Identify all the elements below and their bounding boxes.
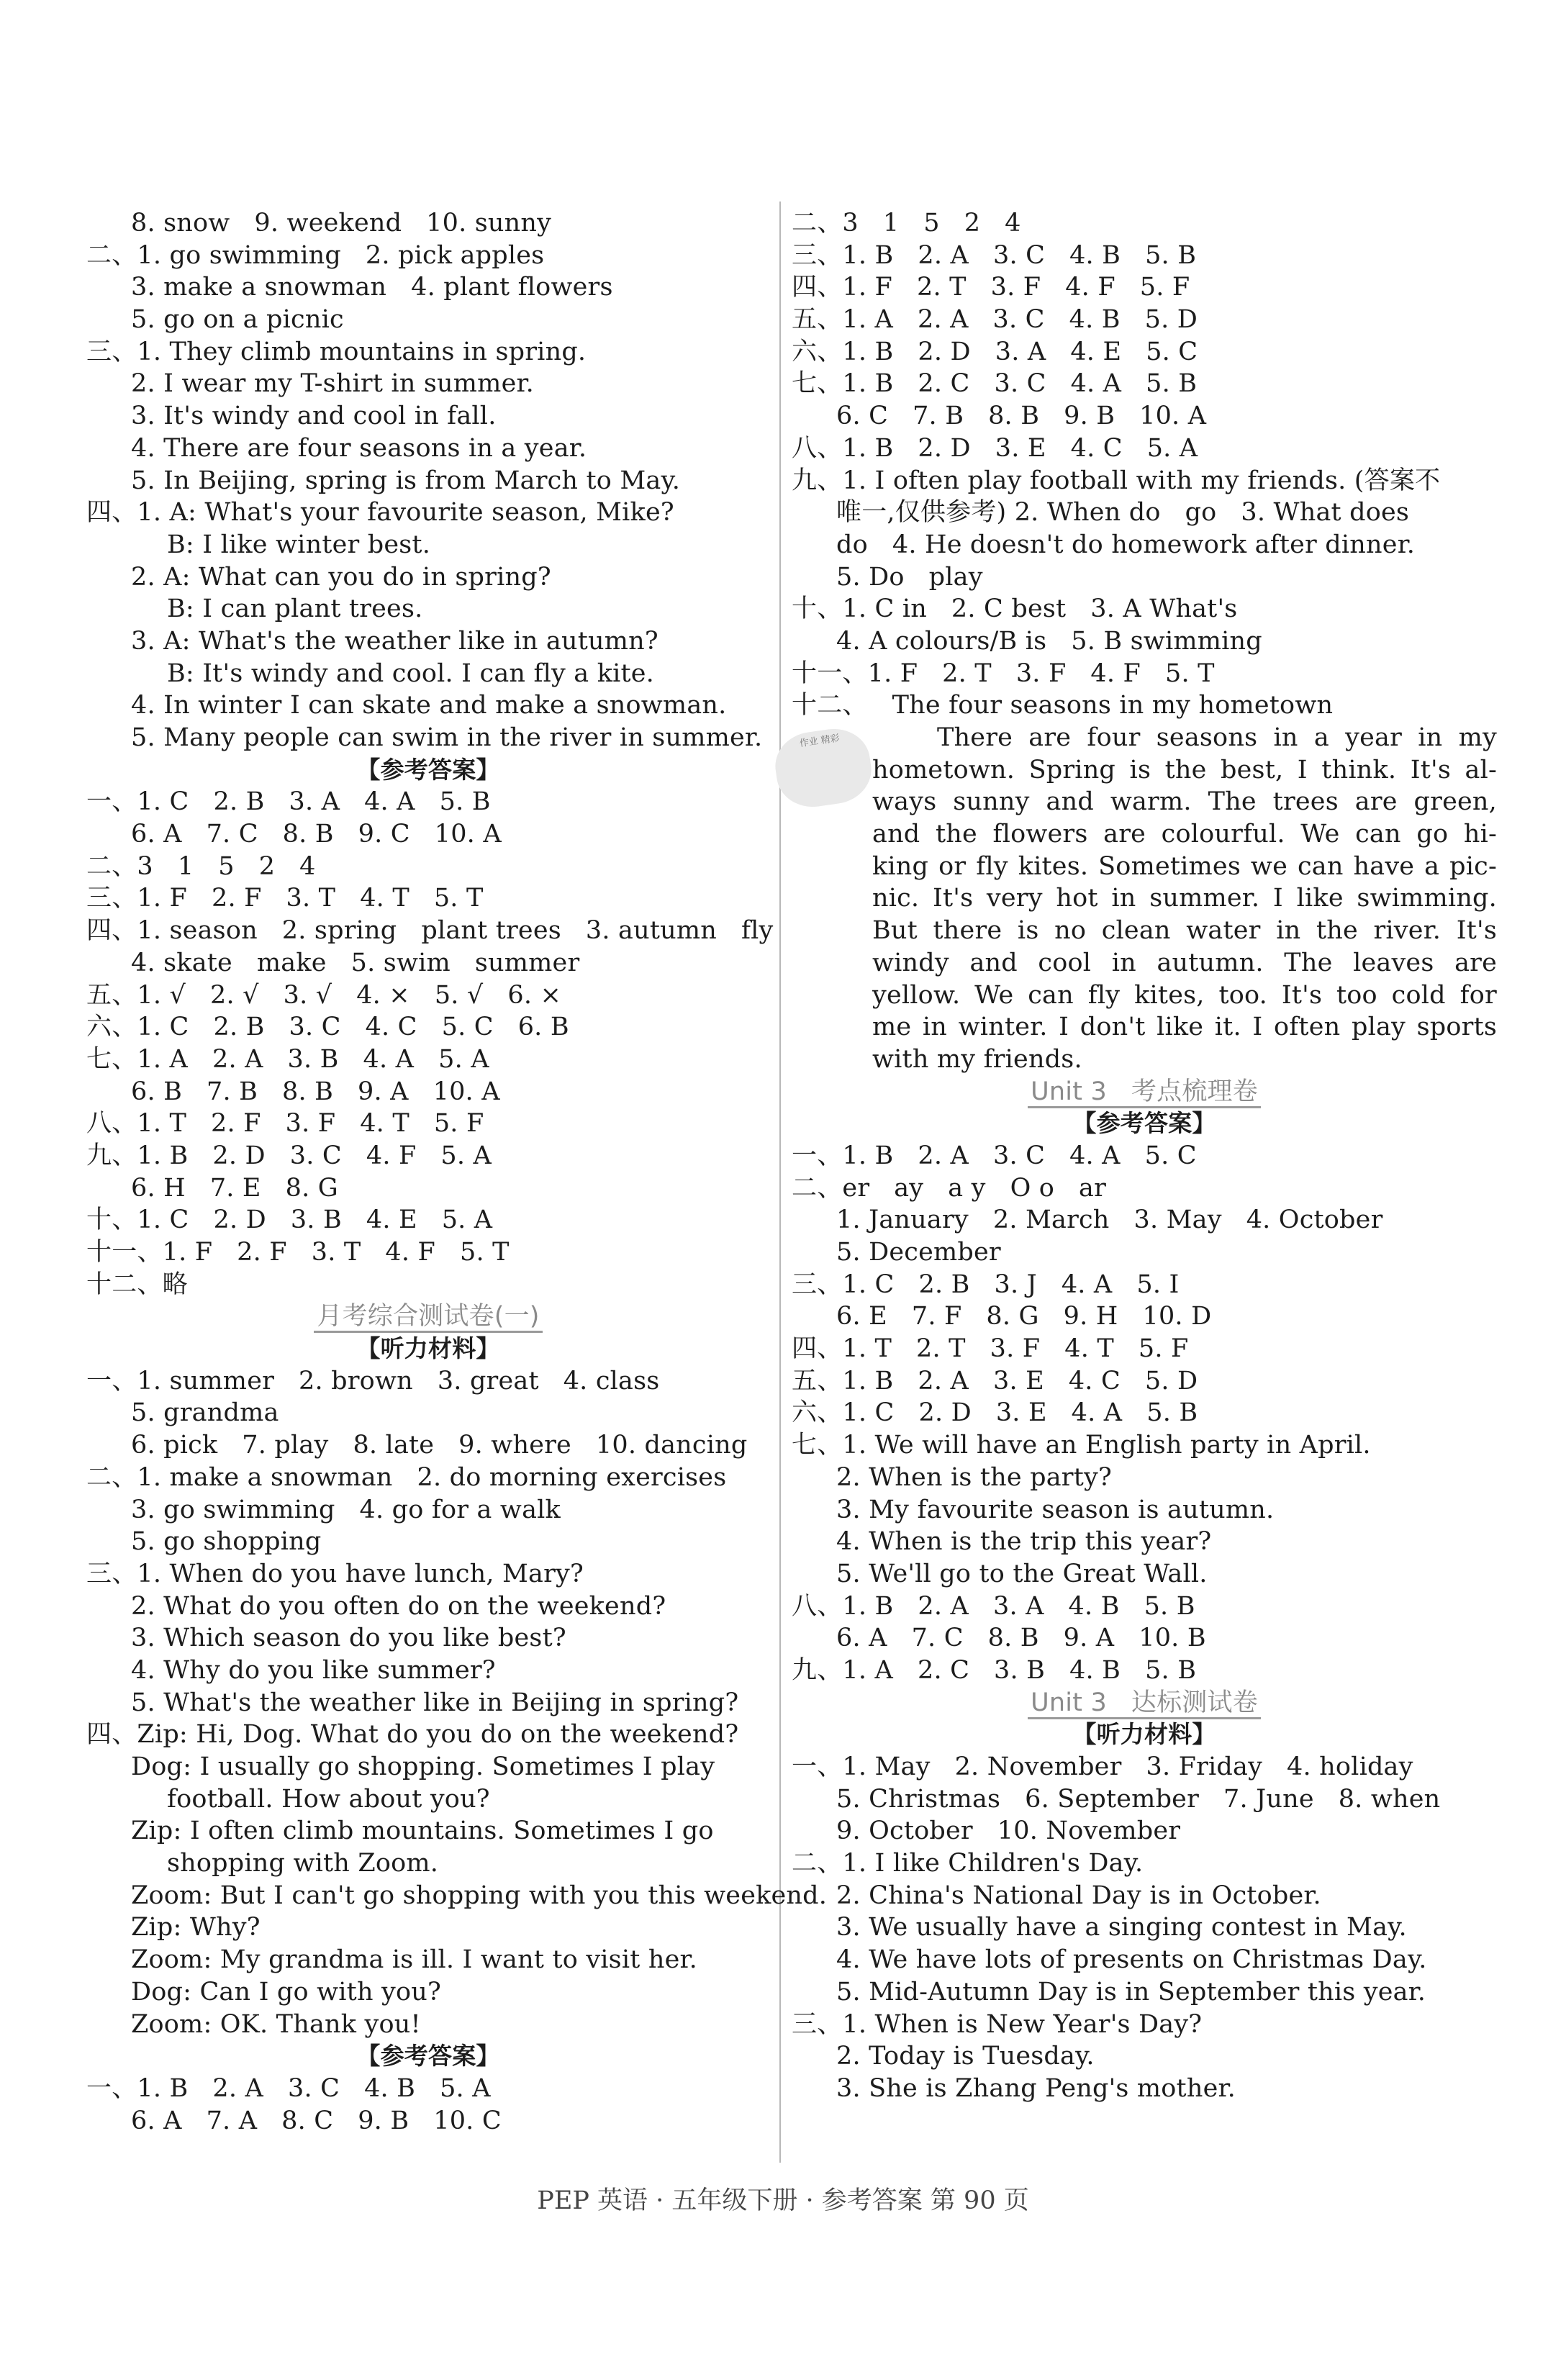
essay-line: me in winter. I don't like it. I often play sports bbox=[872, 1013, 1497, 1042]
answer-line: 4. We have lots of presents on Christmas Day. bbox=[836, 1945, 1427, 1975]
answer-line: 2. China's National Day is in October. bbox=[836, 1881, 1321, 1910]
answer-line: 八、1. B 2. D 3. E 4. C 5. A bbox=[792, 433, 1198, 463]
answer-line: 八、1. B 2. A 3. A 4. B 5. B bbox=[792, 1591, 1195, 1621]
answer-line: 十一、1. F 2. F 3. T 4. F 5. T bbox=[86, 1238, 510, 1267]
answer-line: 九、1. I often play football with my friends. (答案不 bbox=[792, 466, 1441, 495]
answer-line: 1. January 2. March 3. May 4. October bbox=[836, 1205, 1383, 1235]
answer-line: 5. We'll go to the Great Wall. bbox=[836, 1559, 1208, 1588]
answer-line: 四、Zip: Hi, Dog. What do you do on the weekend? bbox=[86, 1720, 739, 1750]
answer-line: 5. grandma bbox=[131, 1398, 279, 1428]
answer-line: 5. December bbox=[836, 1238, 1001, 1267]
essay-line: and the flowers are colourful. We can go hi- bbox=[872, 820, 1497, 849]
answer-line: 二、1. I like Children's Day. bbox=[792, 1849, 1144, 1878]
answer-line: 十二、 The four seasons in my hometown bbox=[792, 691, 1334, 720]
answer-line: 6. H 7. E 8. G bbox=[131, 1173, 338, 1203]
answer-line: 4. A colours/B is 5. B swimming bbox=[836, 626, 1262, 656]
essay-line: There are four seasons in a year in my bbox=[937, 723, 1497, 752]
answer-line: 二、1. go swimming 2. pick apples bbox=[86, 240, 545, 270]
answer-line: B: I can plant trees. bbox=[167, 594, 423, 624]
section-heading: 【参考答案】 bbox=[1072, 1109, 1216, 1138]
answer-line: 三、1. F 2. F 3. T 4. T 5. T bbox=[86, 884, 484, 913]
answer-line: 一、1. C 2. B 3. A 4. A 5. B bbox=[86, 787, 491, 817]
answer-line: 3. make a snowman 4. plant flowers bbox=[131, 273, 613, 302]
essay-line: king or fly kites. Sometimes we can have a pic- bbox=[872, 851, 1497, 881]
answer-line: 4. When is the trip this year? bbox=[836, 1527, 1212, 1557]
answer-line: 6. A 7. C 8. B 9. A 10. B bbox=[836, 1624, 1206, 1653]
answer-line: 5. In Beijing, spring is from March to May. bbox=[131, 466, 681, 495]
answer-line: 十、1. C in 2. C best 3. A What's bbox=[792, 594, 1238, 624]
essay-line: with my friends. bbox=[872, 1044, 1082, 1074]
answer-line: 十、1. C 2. D 3. B 4. E 5. A bbox=[86, 1205, 493, 1235]
answer-line: 2. A: What can you do in spring? bbox=[131, 562, 551, 592]
answer-line: 十一、1. F 2. T 3. F 4. F 5. T bbox=[792, 659, 1215, 688]
answer-line: B: I like winter best. bbox=[167, 530, 431, 559]
answer-line: 3. It's windy and cool in fall. bbox=[131, 402, 497, 431]
answer-line: 二、1. make a snowman 2. do morning exercises bbox=[86, 1462, 727, 1492]
answer-line: 一、1. B 2. A 3. C 4. A 5. C bbox=[792, 1141, 1197, 1170]
answer-line: 四、1. T 2. T 3. F 4. T 5. F bbox=[792, 1334, 1189, 1364]
answer-line: 8. snow 9. weekend 10. sunny bbox=[131, 209, 552, 237]
essay-line: windy and cool in autumn. The leaves are bbox=[872, 948, 1497, 977]
answer-line: 3. She is Zhang Peng's mother. bbox=[836, 2073, 1236, 2103]
answer-line: 八、1. T 2. F 3. F 4. T 5. F bbox=[86, 1109, 484, 1139]
answer-line: football. How about you? bbox=[167, 1784, 490, 1814]
answer-line: 5. Christmas 6. September 7. June 8. when bbox=[836, 1784, 1441, 1814]
answer-line: 6. E 7. F 8. G 9. H 10. D bbox=[836, 1302, 1212, 1331]
answer-line: 9. October 10. November bbox=[836, 1816, 1181, 1846]
answer-line: 3. We usually have a singing contest in May. bbox=[836, 1913, 1407, 1942]
answer-line: 十二、略 bbox=[86, 1270, 188, 1299]
test-title-text: Unit 3 达标测试卷 bbox=[1028, 1688, 1261, 1719]
answer-line: 六、1. C 2. B 3. C 4. C 5. C 6. B bbox=[86, 1013, 569, 1042]
answer-line: 七、1. B 2. C 3. C 4. A 5. B bbox=[792, 369, 1198, 399]
right-column bbox=[792, 207, 1497, 2105]
answer-line: 四、1. season 2. spring plant trees 3. autumn fly bbox=[86, 916, 774, 946]
answer-line: 2. I wear my T-shirt in summer. bbox=[131, 369, 534, 399]
answer-line: Dog: Can I go with you? bbox=[131, 1977, 441, 2006]
answer-line: 二、3 1 5 2 4 bbox=[86, 851, 316, 881]
test-title bbox=[792, 1687, 1497, 1719]
answer-line: 六、1. B 2. D 3. A 4. E 5. C bbox=[792, 337, 1198, 366]
answer-line: Dog: I usually go shopping. Sometimes I play bbox=[131, 1752, 715, 1781]
answer-line: Zip: I often climb mountains. Sometimes I go bbox=[131, 1816, 714, 1846]
answer-line: 3. My favourite season is autumn. bbox=[836, 1495, 1275, 1524]
answer-line: 三、1. They climb mountains in spring. bbox=[86, 337, 587, 366]
answer-line: 4. In winter I can skate and make a snowman. bbox=[131, 691, 727, 720]
section-heading: 【听力材料】 bbox=[1072, 1720, 1216, 1749]
answer-line: 九、1. A 2. C 3. B 4. B 5. B bbox=[792, 1655, 1197, 1685]
answer-line: 一、1. summer 2. brown 3. great 4. class bbox=[86, 1366, 660, 1395]
answer-line: 五、1. √ 2. √ 3. √ 4. × 5. √ 6. × bbox=[86, 980, 562, 1010]
answer-line: 4. skate make 5. swim summer bbox=[131, 948, 580, 977]
answer-line: Zoom: OK. Thank you! bbox=[131, 2009, 421, 2039]
section-heading: 【听力材料】 bbox=[356, 1334, 500, 1363]
answer-line: Zip: Why? bbox=[131, 1913, 261, 1942]
answer-line: 一、1. May 2. November 3. Friday 4. holiday bbox=[792, 1752, 1413, 1781]
page-footer: PEP 英语 · 五年级下册 · 参考答案 第 90 页 bbox=[537, 2186, 1029, 2215]
answer-line: 6. A 7. C 8. B 9. C 10. A bbox=[131, 820, 502, 849]
answer-line: 三、1. C 2. B 3. J 4. A 5. I bbox=[792, 1270, 1180, 1299]
answer-line: 二、er ay a y O o ar bbox=[792, 1173, 1107, 1203]
essay-line: yellow. We can fly kites, too. It's too cold for bbox=[872, 980, 1497, 1010]
answer-line: 5. Do play bbox=[836, 562, 983, 592]
answer-line: 一、1. B 2. A 3. C 4. B 5. A bbox=[86, 2073, 491, 2103]
answer-line: 2. Today is Tuesday. bbox=[836, 2042, 1095, 2071]
test-title-text: Unit 3 考点梳理卷 bbox=[1028, 1077, 1261, 1108]
answer-line: 6. pick 7. play 8. late 9. where 10. dancing bbox=[131, 1431, 748, 1460]
right-bottom-block bbox=[792, 1076, 1497, 2105]
essay-line: hometown. Spring is the best, I think. It's al- bbox=[872, 755, 1497, 784]
right-top-block bbox=[792, 207, 1497, 722]
answer-line: 五、1. A 2. A 3. C 4. B 5. D bbox=[792, 305, 1198, 335]
section-heading: 【参考答案】 bbox=[356, 755, 500, 784]
answer-line: 3. go swimming 4. go for a walk bbox=[131, 1495, 561, 1524]
answer-line: 6. C 7. B 8. B 9. B 10. A bbox=[836, 402, 1207, 431]
answer-line: 4. Why do you like summer? bbox=[131, 1655, 496, 1685]
answer-line: 6. B 7. B 8. B 9. A 10. A bbox=[131, 1077, 500, 1106]
test-title-text: 月考综合测试卷(一) bbox=[314, 1302, 542, 1333]
test-title bbox=[792, 1076, 1497, 1108]
answer-line: 2. What do you often do on the weekend? bbox=[131, 1591, 666, 1621]
answer-line: 6. A 7. A 8. C 9. B 10. C bbox=[131, 2106, 502, 2135]
answer-line: 3. Which season do you like best? bbox=[131, 1624, 566, 1653]
column-divider bbox=[779, 202, 781, 2163]
answer-line: 四、1. A: What's your favourite season, Mike? bbox=[86, 498, 674, 528]
answer-line: 5. Mid-Autumn Day is in September this year. bbox=[836, 1977, 1426, 2006]
answer-line: 三、1. B 2. A 3. C 4. B 5. B bbox=[792, 240, 1197, 270]
answer-line: 七、1. We will have an English party in April. bbox=[792, 1431, 1371, 1460]
answer-line: 三、1. When do you have lunch, Mary? bbox=[86, 1559, 584, 1588]
stamp-text: 作业 精彩 bbox=[798, 733, 841, 750]
answer-line: 六、1. C 2. D 3. E 4. A 5. B bbox=[792, 1398, 1198, 1428]
answer-line: do 4. He doesn't do homework after dinner. bbox=[836, 530, 1416, 559]
essay-block bbox=[792, 722, 1497, 1076]
answer-line: 2. When is the party? bbox=[836, 1462, 1112, 1492]
answer-line: 5. go shopping bbox=[131, 1527, 322, 1557]
answer-line: shopping with Zoom. bbox=[167, 1849, 439, 1878]
test-title bbox=[86, 1300, 770, 1333]
answer-line: 七、1. A 2. A 3. B 4. A 5. A bbox=[86, 1044, 489, 1074]
answer-line: Zoom: My grandma is ill. I want to visit her. bbox=[131, 1945, 697, 1975]
answer-line: 5. go on a picnic bbox=[131, 305, 344, 335]
answer-line: 5. What's the weather like in Beijing in spring? bbox=[131, 1688, 739, 1717]
essay-line: But there is no clean water in the river. It's bbox=[872, 916, 1497, 946]
section-heading: 【参考答案】 bbox=[356, 2042, 500, 2071]
essay-line: nic. It's very hot in summer. I like swimming. bbox=[872, 884, 1497, 913]
essay-line: ways sunny and warm. The trees are green, bbox=[872, 787, 1497, 817]
answer-line: 3. A: What's the weather like in autumn? bbox=[131, 626, 658, 656]
answer-line: 四、1. F 2. T 3. F 4. F 5. F bbox=[792, 273, 1190, 302]
answer-line: 三、1. When is New Year's Day? bbox=[792, 2009, 1203, 2039]
answer-line: 二、3 1 5 2 4 bbox=[792, 209, 1021, 237]
answer-line: Zoom: But I can't go shopping with you this weekend. bbox=[131, 1881, 828, 1910]
answer-line: 唯一,仅供参考) 2. When do go 3. What does bbox=[836, 498, 1410, 528]
answer-line: 4. There are four seasons in a year. bbox=[131, 433, 587, 463]
answer-line: B: It's windy and cool. I can fly a kite. bbox=[167, 659, 654, 688]
answer-line: 九、1. B 2. D 3. C 4. F 5. A bbox=[86, 1141, 492, 1170]
answer-line: 5. Many people can swim in the river in summer. bbox=[131, 723, 763, 752]
answer-line: 五、1. B 2. A 3. E 4. C 5. D bbox=[792, 1366, 1198, 1395]
